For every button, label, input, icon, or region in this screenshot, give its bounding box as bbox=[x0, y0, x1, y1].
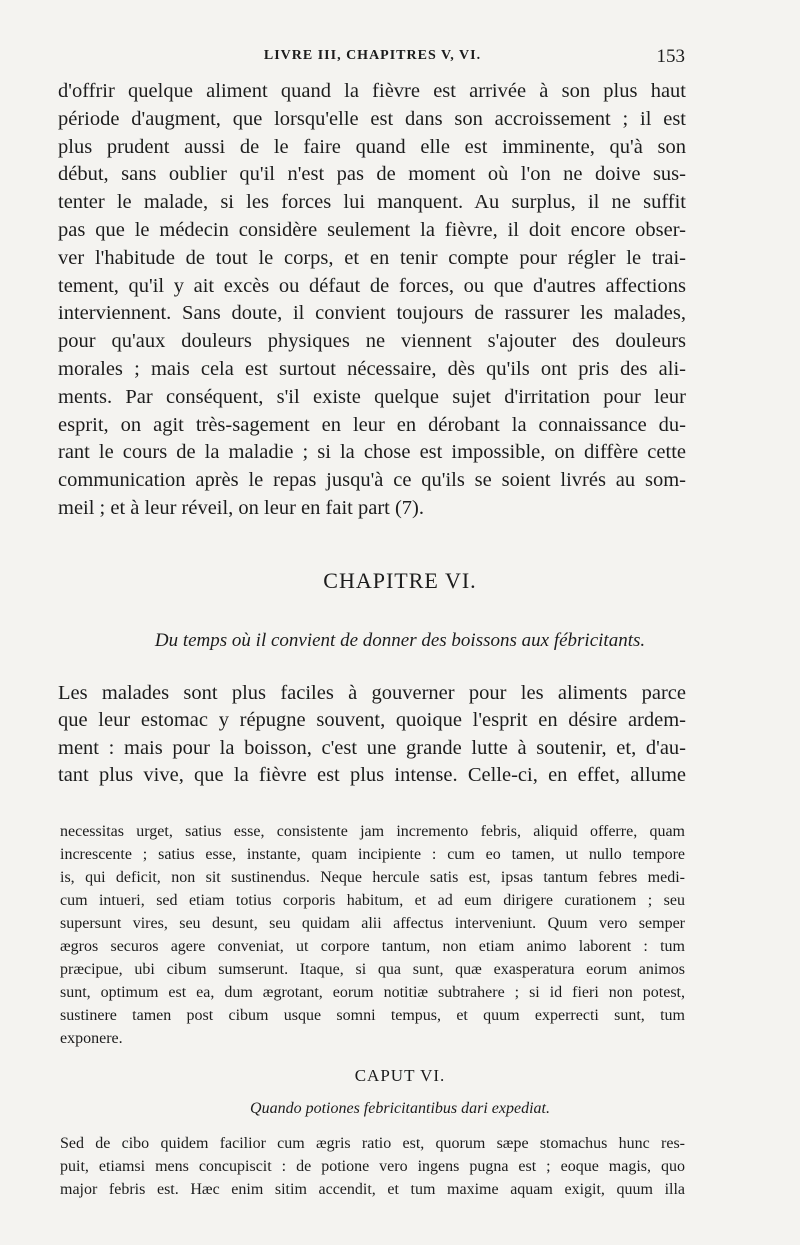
page-header bbox=[60, 48, 685, 72]
latin-paragraph-1 bbox=[60, 820, 685, 1050]
text-line: pour qu'aux douleurs physiques ne viennent s'ajouter des douleurs bbox=[58, 330, 686, 353]
text-line: tenter le malade, si les forces lui manquent. Au surplus, il ne suffit bbox=[58, 191, 686, 214]
text-line: cum intueri, sed etiam totius corporis habitum, et ad eum dirigere curationem ; seu bbox=[60, 892, 685, 909]
french-paragraph-2 bbox=[58, 680, 686, 789]
text-line: que leur estomac y répugne souvent, quoique l'esprit en désire ardem- bbox=[58, 709, 686, 732]
text-line: increscente ; satius esse, instante, quam incipiente : cum eo tamen, ut nullo tempore bbox=[60, 846, 685, 863]
latin-paragraph-2 bbox=[60, 1132, 685, 1201]
text-line: d'offrir quelque aliment quand la fièvre est arrivée à son plus haut bbox=[58, 80, 686, 102]
text-line: tement, qu'il y ait excès ou défaut de forces, ou que d'autres affections bbox=[58, 274, 686, 297]
text-line: début, sans oublier qu'il n'est pas de moment où l'on ne doive sus- bbox=[58, 163, 686, 186]
running-head: LIVRE III, CHAPITRES V, VI. bbox=[263, 48, 482, 63]
text-line: ver l'habitude de tout le corps, et en tenir compte pour régler le trai- bbox=[58, 246, 686, 269]
text-line: necessitas urget, satius esse, consistente jam incremento febris, aliquid offerre, quam bbox=[60, 823, 685, 840]
caput-subtitle: Quando potiones febricitantibus dari expediat. bbox=[250, 1100, 550, 1117]
text-line: tant plus vive, que la fièvre est plus intense. Celle-ci, en effet, allume bbox=[58, 763, 686, 786]
text-line: interviennent. Sans doute, il convient toujours de rassurer les malades, bbox=[58, 302, 686, 325]
text-line: ments. Par conséquent, s'il existe quelque sujet d'irritation pour leur bbox=[58, 385, 686, 408]
text-line: ment : mais pour la boisson, c'est une grande lutte à soutenir, et, d'au- bbox=[58, 736, 686, 759]
text-line: is, qui deficit, non sit sustinendus. Neque hercule satis est, ipsas tantum febres medi- bbox=[60, 869, 685, 886]
french-paragraph-1 bbox=[58, 78, 686, 523]
chapter-title: CHAPITRE VI. bbox=[323, 568, 477, 593]
text-line: plus prudent aussi de le faire quand elle est imminente, qu'à son bbox=[58, 135, 686, 158]
text-line: sunt, optimum est ea, dum ægrotant, eorum notitiæ subtrahere ; si id fieri non potest, bbox=[60, 984, 685, 1001]
text-line: sustinere tamen post cibum usque somni tempus, et quum experrecti sunt, tum bbox=[60, 1007, 685, 1024]
text-line: Sed de cibo quidem facilior cum ægris ratio est, quorum sæpe stomachus hunc res- bbox=[60, 1135, 685, 1152]
text-line: rant le cours de la maladie ; si la chose est impossible, on diffère cette bbox=[58, 441, 686, 464]
text-line: præcipue, ubi cibum sumserunt. Itaque, si qua sunt, quæ exasperatura eorum animos bbox=[60, 961, 685, 978]
text-line: supersunt vires, seu desunt, seu quidam alii affectus interveniunt. Quum vero semper bbox=[60, 915, 685, 932]
text-line: exponere. bbox=[60, 1030, 123, 1047]
text-line: morales ; mais cela est surtout nécessaire, dès qu'ils ont pris des ali- bbox=[58, 357, 686, 380]
caput-title: CAPUT VI. bbox=[354, 1066, 446, 1085]
text-line: puit, etiamsi mens concupiscit : de potione vero ingens pugna est ; eoque magis, quo bbox=[60, 1158, 685, 1175]
text-line: meil ; et à leur réveil, on leur en fait part (7). bbox=[58, 496, 424, 519]
text-line: ægros securos agere conveniat, ut corpore tantum, non etiam animo laborent : tum bbox=[60, 938, 685, 955]
text-line: esprit, on agit très-sagement en leur en dérobant la connaissance du- bbox=[58, 413, 686, 436]
text-line: Les malades sont plus faciles à gouverner pour les aliments parce bbox=[58, 682, 686, 704]
text-line: période d'augment, que lorsqu'elle est dans son accroissement ; il est bbox=[58, 107, 686, 130]
text-line: pas que le médecin considère seulement la fièvre, il doit encore obser- bbox=[58, 218, 686, 241]
page-number: 153 bbox=[656, 46, 685, 67]
chapter-subtitle: Du temps où il convient de donner des boissons aux fébricitants. bbox=[154, 630, 646, 651]
text-line: major febris est. Hæc enim sitim accendit, et tum maxime aquam exigit, quum illa bbox=[60, 1181, 685, 1198]
text-line: communication après le repas jusqu'à ce qu'ils se soient livrés au som- bbox=[58, 469, 686, 492]
